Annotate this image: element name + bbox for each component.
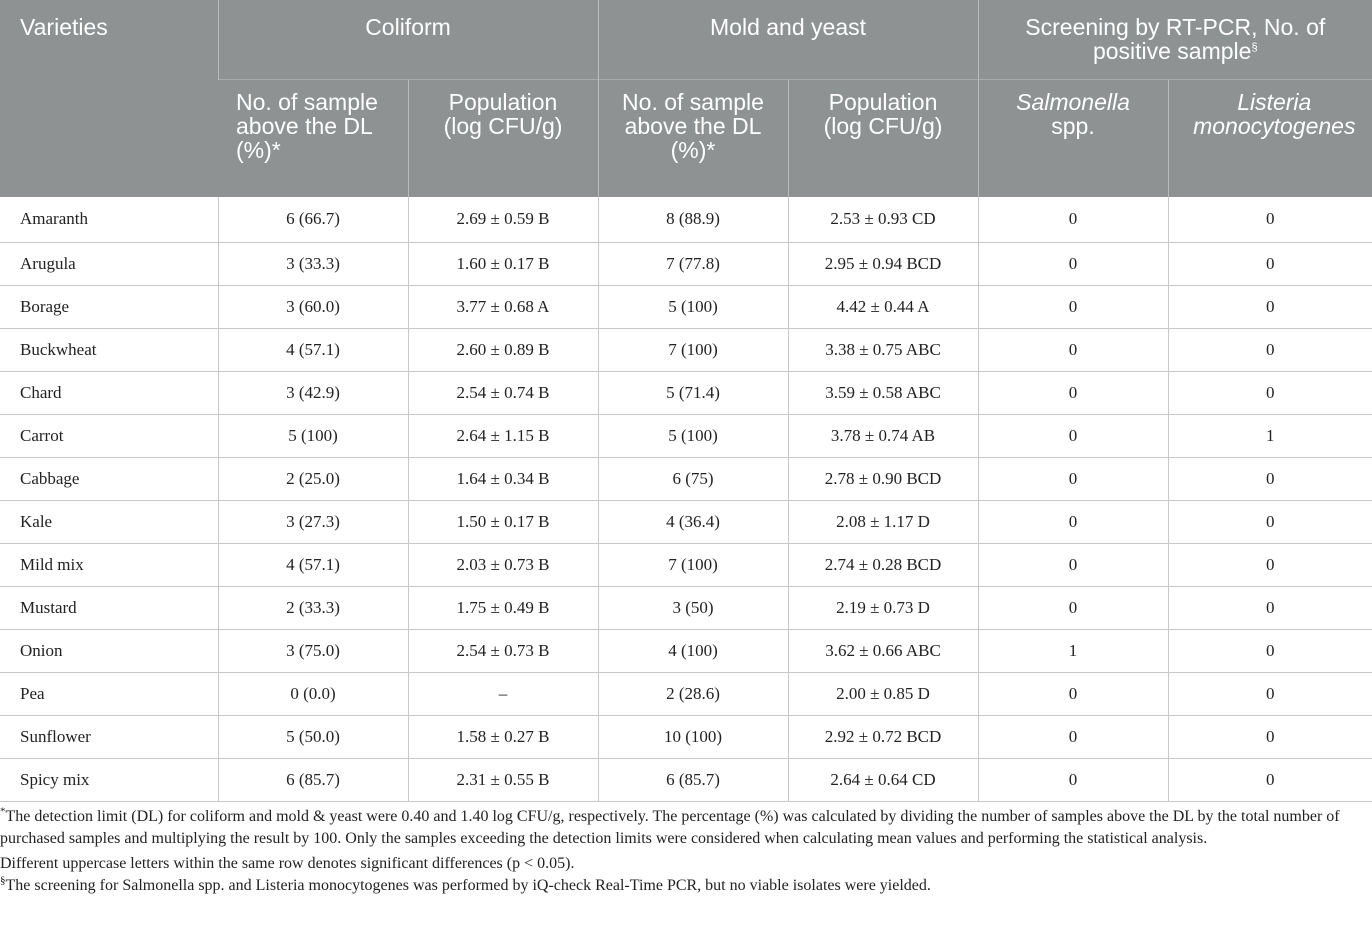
- salmonella-cell: 0: [978, 586, 1168, 629]
- coliform-count-cell: 3 (33.3): [218, 242, 408, 285]
- variety-cell: Mustard: [0, 586, 218, 629]
- listeria-cell: 0: [1168, 457, 1372, 500]
- variety-cell: Kale: [0, 500, 218, 543]
- header-listeria-label: Listeria monocytogenes: [1193, 88, 1356, 139]
- salmonella-cell: 0: [978, 285, 1168, 328]
- listeria-cell: 0: [1168, 371, 1372, 414]
- salmonella-cell: 0: [978, 242, 1168, 285]
- coliform-count-cell: 0 (0.0): [218, 672, 408, 715]
- coliform-count-cell: 6 (85.7): [218, 758, 408, 801]
- mold-count-cell: 8 (88.9): [598, 197, 788, 242]
- listeria-cell: 0: [1168, 285, 1372, 328]
- listeria-cell: 0: [1168, 328, 1372, 371]
- footnote-dl-mark: *: [0, 805, 6, 818]
- coliform-population-cell: 2.69 ± 0.59 B: [408, 197, 598, 242]
- table-row: [0, 500, 1372, 543]
- header-screening-mark: §: [1251, 41, 1258, 54]
- footnote-screening-mark: §: [0, 874, 6, 887]
- listeria-cell: 0: [1168, 197, 1372, 242]
- listeria-cell: 1: [1168, 414, 1372, 457]
- mold-count-cell: 5 (100): [598, 414, 788, 457]
- header-screening-label: Screening by RT-PCR, No. of positive sample: [1025, 14, 1326, 64]
- table-row: [0, 758, 1372, 801]
- mold-population-cell: 2.64 ± 0.64 CD: [788, 758, 978, 801]
- header-salmonella: [978, 79, 1168, 197]
- table-row: [0, 715, 1372, 758]
- variety-cell: Spicy mix: [0, 758, 218, 801]
- header-varieties: [0, 0, 218, 197]
- listeria-cell: 0: [1168, 543, 1372, 586]
- variety-cell: Arugula: [0, 242, 218, 285]
- mold-count-cell: 7 (77.8): [598, 242, 788, 285]
- table-row: [0, 543, 1372, 586]
- header-mold-yeast: [598, 0, 978, 79]
- coliform-population-cell: 2.03 ± 0.73 B: [408, 543, 598, 586]
- listeria-cell: 0: [1168, 242, 1372, 285]
- variety-cell: Borage: [0, 285, 218, 328]
- mold-count-cell: 10 (100): [598, 715, 788, 758]
- header-mold-count-label: No. of sample above the DL (%)*: [622, 88, 764, 163]
- salmonella-cell: 0: [978, 371, 1168, 414]
- coliform-count-cell: 3 (75.0): [218, 629, 408, 672]
- coliform-population-cell: 1.50 ± 0.17 B: [408, 500, 598, 543]
- listeria-cell: 0: [1168, 629, 1372, 672]
- salmonella-cell: 0: [978, 500, 1168, 543]
- salmonella-cell: 0: [978, 328, 1168, 371]
- listeria-cell: 0: [1168, 672, 1372, 715]
- variety-cell: Buckwheat: [0, 328, 218, 371]
- salmonella-cell: 0: [978, 197, 1168, 242]
- mold-population-cell: 3.59 ± 0.58 ABC: [788, 371, 978, 414]
- table-row: [0, 672, 1372, 715]
- header-coliform: [218, 0, 598, 79]
- table-row: [0, 285, 1372, 328]
- listeria-cell: 0: [1168, 586, 1372, 629]
- salmonella-cell: 0: [978, 457, 1168, 500]
- mold-count-cell: 3 (50): [598, 586, 788, 629]
- salmonella-cell: 0: [978, 758, 1168, 801]
- mold-population-cell: 2.74 ± 0.28 BCD: [788, 543, 978, 586]
- header-mold-count: [598, 79, 788, 197]
- header-listeria: [1168, 79, 1372, 197]
- table-header: [0, 0, 1372, 197]
- salmonella-cell: 0: [978, 414, 1168, 457]
- variety-cell: Carrot: [0, 414, 218, 457]
- table-row: [0, 586, 1372, 629]
- header-mold-population: [788, 79, 978, 197]
- mold-count-cell: 7 (100): [598, 543, 788, 586]
- coliform-population-cell: 2.54 ± 0.73 B: [408, 629, 598, 672]
- variety-cell: Mild mix: [0, 543, 218, 586]
- mold-count-cell: 6 (85.7): [598, 758, 788, 801]
- footnote-screening: [0, 875, 1368, 897]
- coliform-population-cell: 2.60 ± 0.89 B: [408, 328, 598, 371]
- table-row: [0, 457, 1372, 500]
- coliform-population-cell: 1.60 ± 0.17 B: [408, 242, 598, 285]
- footnote-detection-limit: [0, 806, 1368, 850]
- coliform-count-cell: 4 (57.1): [218, 328, 408, 371]
- coliform-count-cell: 3 (42.9): [218, 371, 408, 414]
- variety-cell: Amaranth: [0, 197, 218, 242]
- mold-count-cell: 5 (100): [598, 285, 788, 328]
- coliform-count-cell: 5 (100): [218, 414, 408, 457]
- table-row: [0, 328, 1372, 371]
- mold-population-cell: 2.95 ± 0.94 BCD: [788, 242, 978, 285]
- coliform-population-cell: –: [408, 672, 598, 715]
- header-mold-population-label: Population (log CFU/g): [823, 88, 943, 139]
- salmonella-cell: 0: [978, 715, 1168, 758]
- mold-count-cell: 6 (75): [598, 457, 788, 500]
- mold-population-cell: 3.38 ± 0.75 ABC: [788, 328, 978, 371]
- mold-count-cell: 5 (71.4): [598, 371, 788, 414]
- listeria-cell: 0: [1168, 500, 1372, 543]
- header-coliform-population: [408, 79, 598, 197]
- header-coliform-count: [218, 79, 408, 197]
- salmonella-cell: 0: [978, 543, 1168, 586]
- mold-population-cell: 2.19 ± 0.73 D: [788, 586, 978, 629]
- table-body: [0, 197, 1372, 801]
- coliform-count-cell: 2 (25.0): [218, 457, 408, 500]
- footnote-dl-text: The detection limit (DL) for coliform and mold & yeast were 0.40 and 1.40 log CFU/g, respectively. The percentage (%) was calculated by dividing the number of samples above the DL by the total number of purchased samples and multiplying the result by 100. Only the samples exceeding the detection limits were considered when calculating mean values and performing the statistical analysis.: [0, 808, 1340, 847]
- table-row: [0, 414, 1372, 457]
- mold-population-cell: 2.92 ± 0.72 BCD: [788, 715, 978, 758]
- header-salmonella-spp: spp.: [1051, 112, 1095, 139]
- footnote-letters-text: Different uppercase letters within the same row denotes significant differences (p < 0.05).: [0, 855, 575, 872]
- table-row: [0, 242, 1372, 285]
- table-row: [0, 197, 1372, 242]
- header-varieties-label: Varieties: [20, 14, 108, 40]
- coliform-count-cell: 2 (33.3): [218, 586, 408, 629]
- variety-cell: Sunflower: [0, 715, 218, 758]
- mold-population-cell: 3.78 ± 0.74 AB: [788, 414, 978, 457]
- mold-population-cell: 3.62 ± 0.66 ABC: [788, 629, 978, 672]
- listeria-cell: 0: [1168, 758, 1372, 801]
- coliform-count-cell: 3 (60.0): [218, 285, 408, 328]
- mold-count-cell: 4 (100): [598, 629, 788, 672]
- variety-cell: Pea: [0, 672, 218, 715]
- table-row: [0, 371, 1372, 414]
- mold-count-cell: 4 (36.4): [598, 500, 788, 543]
- mold-population-cell: 4.42 ± 0.44 A: [788, 285, 978, 328]
- mold-population-cell: 2.53 ± 0.93 CD: [788, 197, 978, 242]
- mold-population-cell: 2.78 ± 0.90 BCD: [788, 457, 978, 500]
- header-coliform-population-label: Population (log CFU/g): [443, 88, 563, 139]
- mold-population-cell: 2.00 ± 0.85 D: [788, 672, 978, 715]
- coliform-count-cell: 5 (50.0): [218, 715, 408, 758]
- header-salmonella-genus: Salmonella: [1016, 88, 1130, 115]
- footnote-screening-text: The screening for Salmonella spp. and Listeria monocytogenes was performed by iQ-check Real-Time PCR, but no viable isolates were yielded.: [5, 877, 931, 894]
- coliform-count-cell: 4 (57.1): [218, 543, 408, 586]
- salmonella-cell: 0: [978, 672, 1168, 715]
- header-screening: [978, 0, 1372, 79]
- coliform-population-cell: 2.31 ± 0.55 B: [408, 758, 598, 801]
- header-mold-yeast-label: Mold and yeast: [710, 14, 866, 40]
- coliform-population-cell: 2.64 ± 1.15 B: [408, 414, 598, 457]
- coliform-count-cell: 3 (27.3): [218, 500, 408, 543]
- coliform-population-cell: 1.75 ± 0.49 B: [408, 586, 598, 629]
- table-row: [0, 629, 1372, 672]
- header-coliform-count-label: No. of sample above the DL (%)*: [236, 88, 378, 163]
- variety-cell: Cabbage: [0, 457, 218, 500]
- mold-population-cell: 2.08 ± 1.17 D: [788, 500, 978, 543]
- coliform-population-cell: 1.64 ± 0.34 B: [408, 457, 598, 500]
- footnote-letters: [0, 853, 1368, 875]
- variety-cell: Onion: [0, 629, 218, 672]
- salmonella-cell: 1: [978, 629, 1168, 672]
- variety-cell: Chard: [0, 371, 218, 414]
- listeria-cell: 0: [1168, 715, 1372, 758]
- coliform-count-cell: 6 (66.7): [218, 197, 408, 242]
- coliform-population-cell: 1.58 ± 0.27 B: [408, 715, 598, 758]
- table-footnotes: [0, 806, 1368, 897]
- mold-count-cell: 2 (28.6): [598, 672, 788, 715]
- mold-count-cell: 7 (100): [598, 328, 788, 371]
- coliform-population-cell: 2.54 ± 0.74 B: [408, 371, 598, 414]
- coliform-population-cell: 3.77 ± 0.68 A: [408, 285, 598, 328]
- header-coliform-label: Coliform: [365, 14, 451, 40]
